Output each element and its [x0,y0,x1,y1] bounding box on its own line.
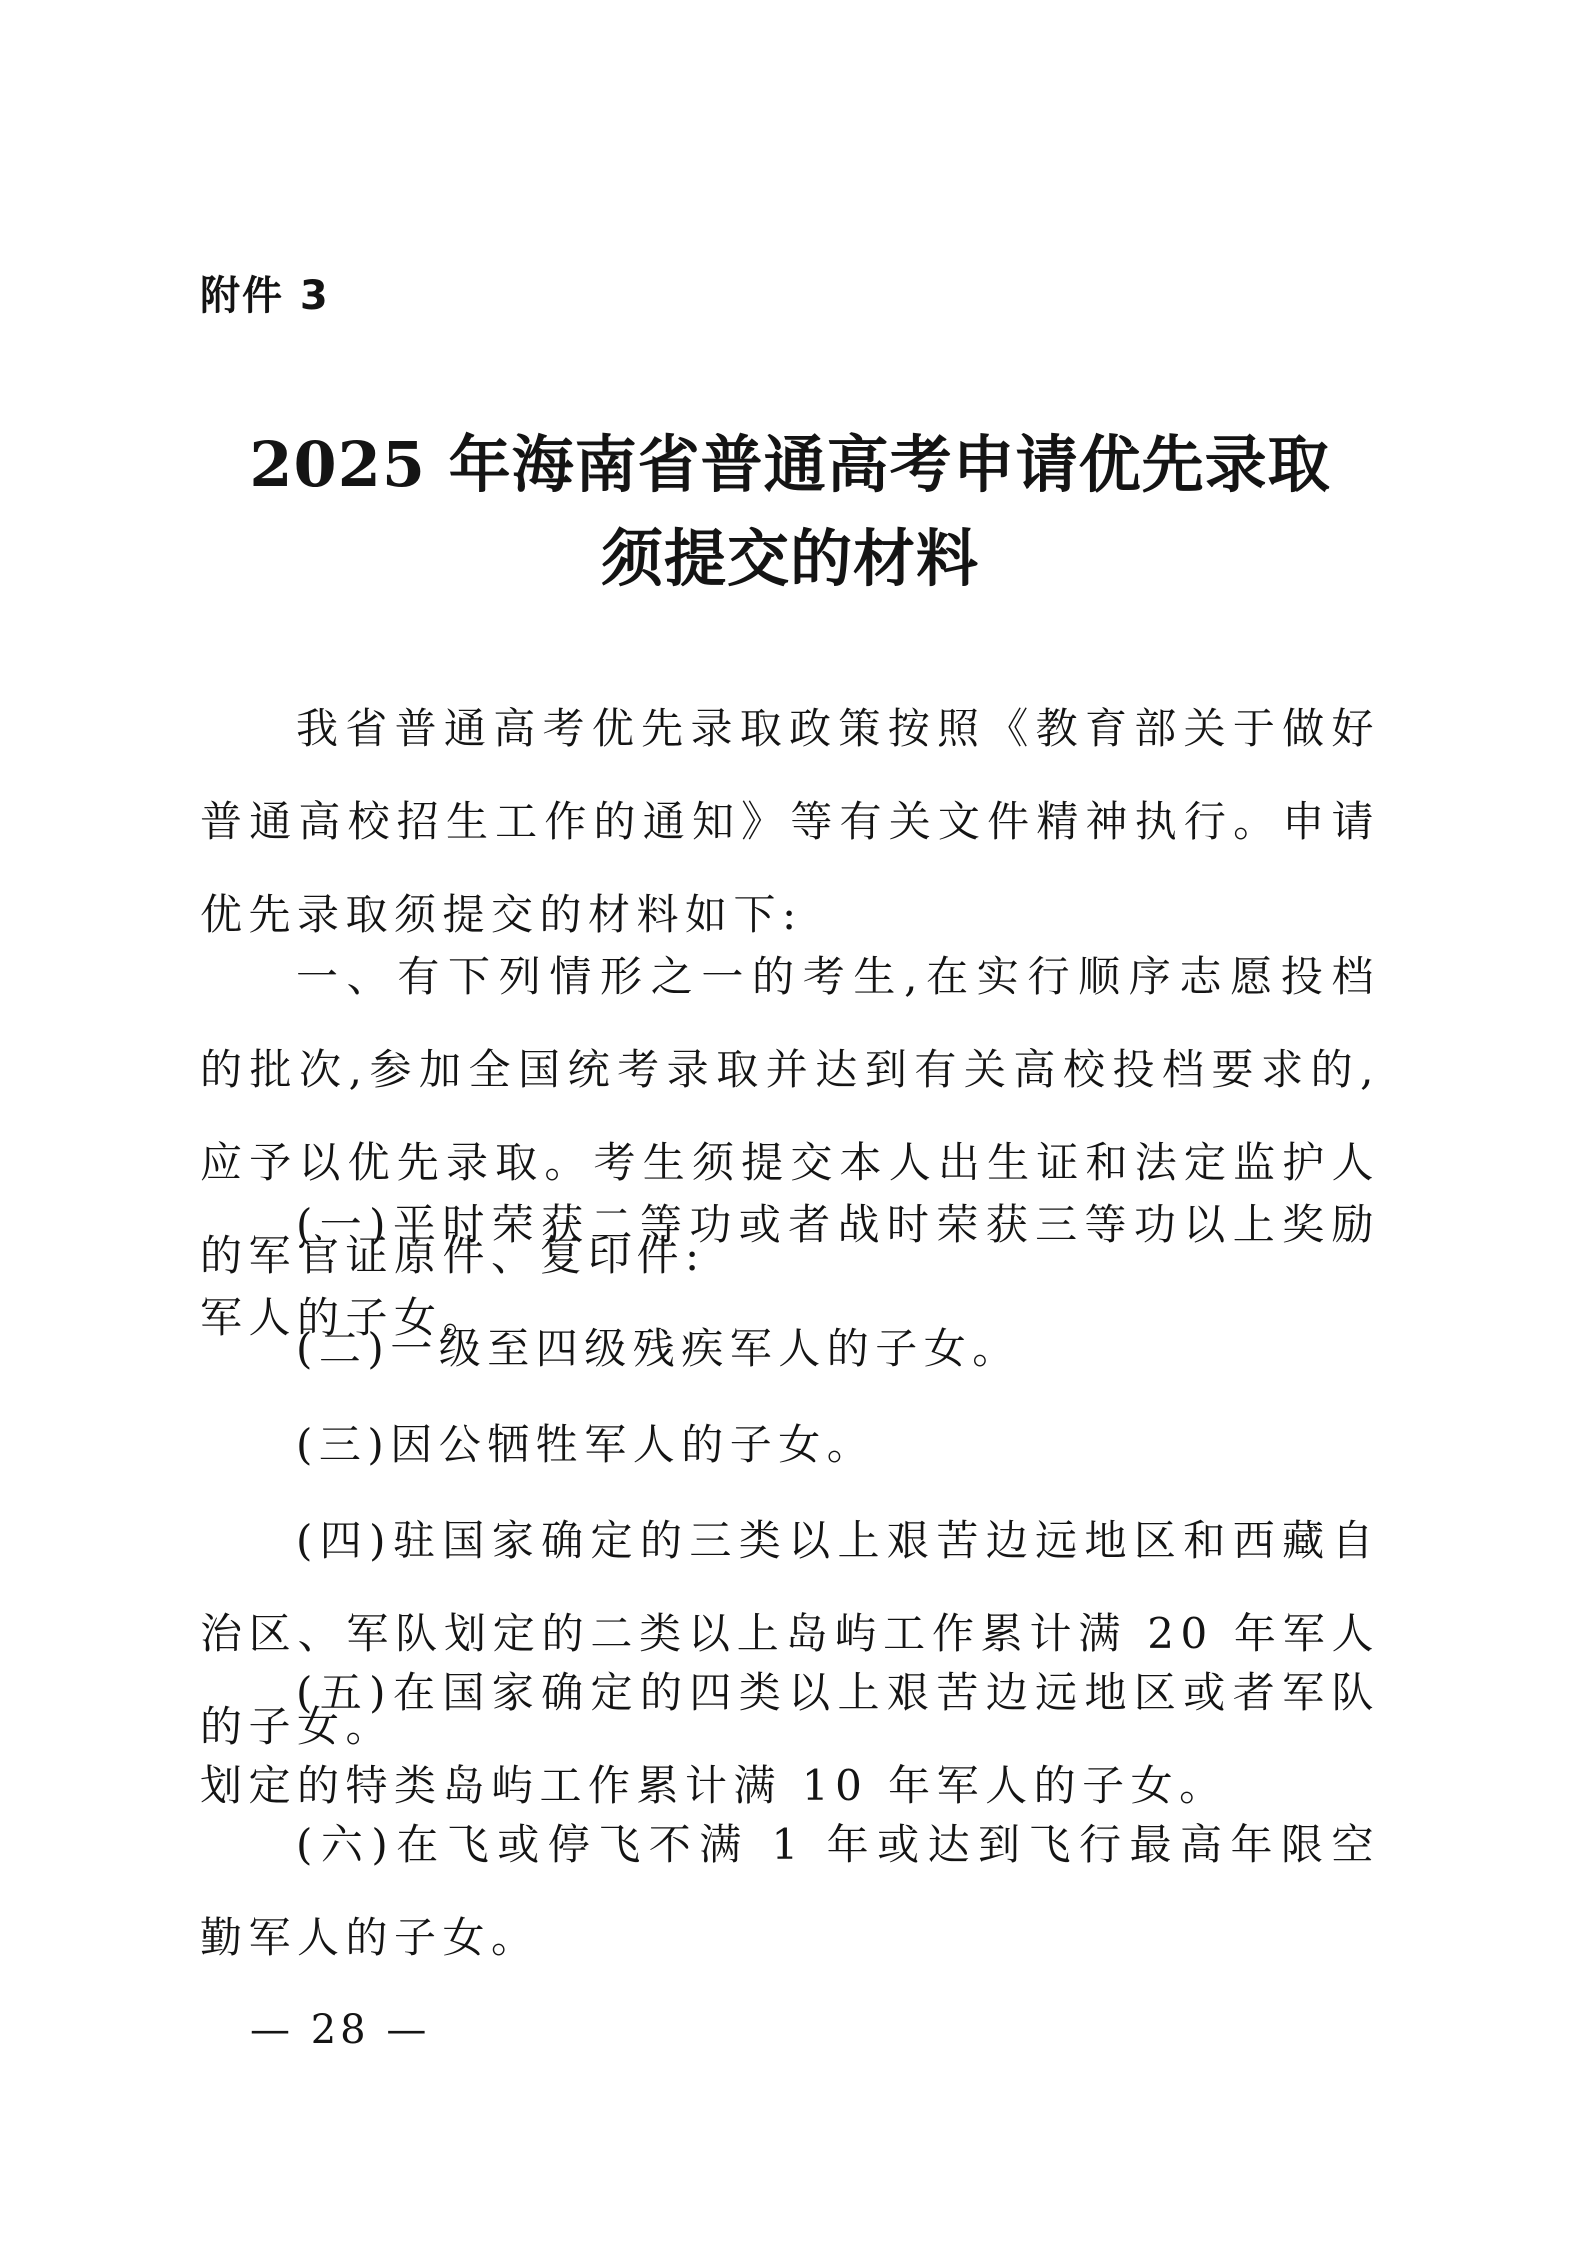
section-one-paragraph: 一、有下列情形之一的考生,在实行顺序志愿投档的批次,参加全国统考录取并达到有关高校投档要求的,应予以优先录取。考生须提交本人出生证和法定监护人的军官证原件、复印件: [200,952,1380,1280]
list-item-6: (六)在飞或停飞不满 1 年或达到飞行最高年限空勤军人的子女。 [200,1820,1380,1962]
intro-paragraph: 我省普通高考优先录取政策按照《教育部关于做好普通高校招生工作的通知》等有关文件精神执行。申请优先录取须提交的材料如下: [200,704,1380,939]
list-item-2: (二)一级至四级残疾军人的子女。 [296,1324,1021,1373]
document-title-line-2: 须提交的材料 [600,522,979,595]
document-title-line-1: 2025 年海南省普通高考申请优先录取 [249,428,1331,501]
list-item-3: (三)因公牺牲军人的子女。 [296,1420,876,1469]
list-item-4: (四)驻国家确定的三类以上艰苦边远地区和西藏自治区、军队划定的二类以上岛屿工作累计满 20 年军人的子女。 [200,1516,1380,1751]
list-item-1: (一)平时荣获二等功或者战时荣获三等功以上奖励军人的子女。 [200,1200,1380,1342]
page-number: — 28 — [250,2007,431,2053]
list-item-5: (五)在国家确定的四类以上艰苦边远地区或者军队划定的特类岛屿工作累计满 10 年军人的子女。 [200,1668,1380,1810]
attachment-label: 附件 3 [200,273,330,319]
